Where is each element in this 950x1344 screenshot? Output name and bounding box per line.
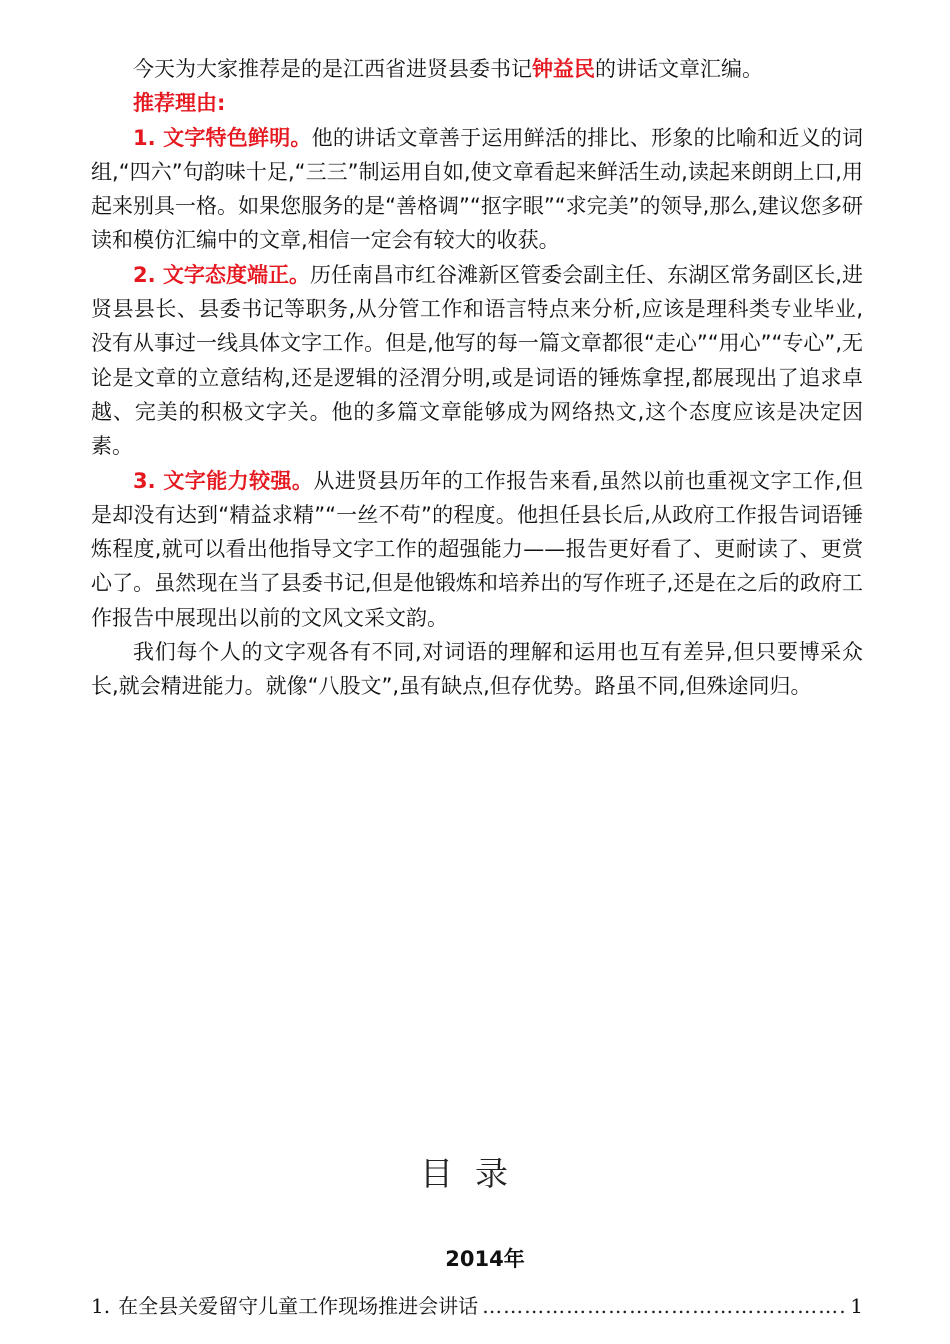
toc-title: 目录: [420, 1154, 530, 1193]
reason-text-3: 从进贤县历年的工作报告来看,虽然以前也重视文字工作,但是却没有达到“精益求精”“一丝不苟”的程度。他担任县长后,从政府工作报告词语锤炼程度,就可以看出他指导文字工作的超强能力——报告更好看了、更耐读了、更赏心了。虽然现在当了县委书记,但是他锻炼和培养出的写作班子,还是在之后的政府工作报告中展现出以前的文风文采文韵。: [91, 468, 863, 630]
toc-dot-leader: [482, 1294, 846, 1318]
toc-year-heading: 2014年: [445, 1247, 525, 1271]
toc-entry-title: 在全县关爱留守儿童工作现场推进会讲话: [118, 1294, 479, 1318]
reason-paragraph-3: [91, 464, 863, 635]
reason-paragraph-1: [91, 121, 863, 258]
intro-text-start: 今天为大家推荐是的是江西省进贤县委书记: [133, 57, 532, 81]
reason-text-1: 他的讲话文章善于运用鲜活的排比、形象的比喻和近义的词组,“四六”句韵味十足,“三三”制运用自如,使文章看起来鲜活生动,读起来朗朗上口,用起来别具一格。如果您服务的是“善格调”“抠字眼”“求完美”的领导,那么,建议您多研读和模仿汇编中的文章,相信一定会有较大的收获。: [91, 125, 863, 253]
intro-paragraph: [91, 52, 863, 86]
recommendation-body: [91, 52, 863, 704]
reason-heading: [91, 86, 863, 120]
reason-paragraph-2: [91, 258, 863, 464]
reason-label-2: 2. 文字态度端正。: [133, 262, 310, 287]
reason-text-2: 历任南昌市红谷滩新区管委会副主任、东湖区常务副区长,进贤县县长、县委书记等职务,从分管工作和语言特点来分析,应该是理科类专业毕业,没有从事过一线具体文字工作。但是,他写的每一篇文章都很“走心”“用心”“专心”,无论是文章的立意结构,还是逻辑的泾渭分明,或是词语的锤炼拿捏,都展现出了追求卓越、完美的积极文字关。他的多篇文章能够成为网络热文,这个态度应该是决定因素。: [91, 262, 863, 459]
intro-text-end: 的讲话文章汇编。: [595, 57, 763, 81]
toc-entry[interactable]: [91, 1290, 863, 1319]
closing-paragraph: 我们每个人的文字观各有不同,对词语的理解和运用也互有差异,但只要博采众长,就会精进能力。就像“八股文”,虽有缺点,但存优势。路虽不同,但殊途同归。: [91, 640, 863, 699]
author-name: 钟益民: [532, 57, 595, 81]
toc-entry-number: 1.: [91, 1294, 111, 1318]
reason-label-3: 3. 文字能力较强。: [133, 468, 314, 493]
reason-heading-text: 推荐理由:: [133, 91, 226, 116]
toc-entry-page: 1: [850, 1294, 863, 1318]
reason-label-1: 1. 文字特色鲜明。: [133, 125, 312, 150]
